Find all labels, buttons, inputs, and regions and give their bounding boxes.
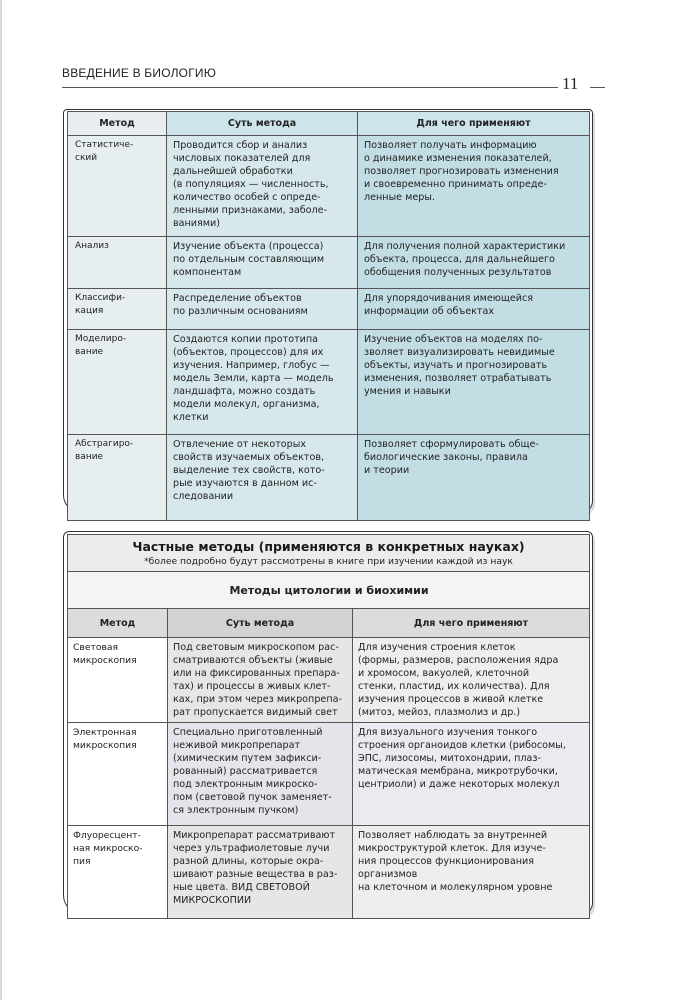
section-heading: Методы цитологии и биохимии: [68, 572, 590, 609]
method-cell: Флуоресцент- ная микроско- пия: [68, 826, 168, 919]
table-row: [68, 289, 590, 330]
application-cell: Для упорядочивания имеющейся информации об объектах: [358, 289, 590, 330]
essence-cell: Распределение объектов по различным основаниям: [167, 289, 358, 330]
column-header-application: Для чего применяют: [358, 112, 590, 136]
column-header-essence: Суть метода: [167, 112, 358, 136]
general-methods-table: [67, 111, 590, 521]
particular-methods-table-body: [68, 535, 590, 919]
application-cell: Изучение объектов на моделях по- зволяет визуализировать невидимые объекты, изучать и прогнозировать изменения, позволяет отрабатывать умения и навыки: [358, 330, 590, 435]
table-header-row: [68, 112, 590, 136]
method-cell: Абстрагиро- вание: [68, 435, 167, 521]
application-cell: Для визуального изучения тонкого строения органоидов клетки (рибосомы, ЭПС, лизосомы, митохондрии, плаз- матическая мембрана, микротрубочки, центриоли) и даже некоторых молекул: [353, 723, 590, 826]
table-row: [68, 826, 590, 919]
method-cell: Моделиро- вание: [68, 330, 167, 435]
application-cell: Для изучения строения клеток (формы, размеров, расположения ядра и хромосом, вакуолей, клеточной стенки, пластид, их количества). Для изучения процессов в живой клетке (митоз, мейоз, плазмолиз и др.): [353, 638, 590, 723]
essence-cell: Изучение объекта (процесса) по отдельным составляющим компонентам: [167, 237, 358, 289]
table-row: [68, 723, 590, 826]
essence-cell: Проводится сбор и анализ числовых показателей для дальнейшей обработки (в популяциях — численность, количество особей с опреде- ленными признаками, заболе- ваниями): [167, 136, 358, 237]
table-title: Частные методы (применяются в конкретных науках): [132, 539, 525, 554]
banner-row: [68, 535, 590, 572]
column-header-application: Для чего применяют: [353, 609, 590, 638]
running-head: ВВЕДЕНИЕ В БИОЛОГИЮ: [62, 66, 217, 80]
application-cell: Позволяет сформулировать обще- биологические законы, правила и теории: [358, 435, 590, 521]
column-header-essence: Суть метода: [168, 609, 353, 638]
method-cell: Световая микроскопия: [68, 638, 168, 723]
essence-cell: Под световым микроскопом рас- сматриваются объекты (живые или на фиксированных препара- тах) и процессы в живых клет- ках, при этом через микропрепа- рат пропускается видимый свет: [168, 638, 353, 723]
essence-cell: Специально приготовленный неживой микропрепарат (химическим путем зафикси- рованный) рассматривается под электронным микроско- пом (световой пучок заменяет- ся электронным пучком): [168, 723, 353, 826]
essence-cell: Создаются копии прототипа (объектов, процессов) для их изучения. Например, глобус — модель Земли, карта — модель ландшафта, можно создать модели молекул, организма, клетки: [167, 330, 358, 435]
table-row: [68, 330, 590, 435]
section-row: [68, 572, 590, 609]
table-row: [68, 136, 590, 237]
header-rule: [62, 87, 558, 88]
page-number: 11: [562, 74, 579, 93]
essence-cell: Отвлечение от некоторых свойств изучаемых объектов, выделение тех свойств, кото- рые изучаются в данном ис- следовании: [167, 435, 358, 521]
table-header-row: [68, 609, 590, 638]
application-cell: Позволяет наблюдать за внутренней микроструктурой клеток. Для изуче- ния процессов функционирования организмов на клеточном и молекулярном уровне: [353, 826, 590, 919]
page-number-rule: [590, 87, 605, 88]
table-row: [68, 435, 590, 521]
column-header-method: Метод: [68, 609, 168, 638]
table-subtitle: *более подробно будут рассмотрены в книге при изучении каждой из наук: [144, 556, 513, 567]
method-cell: Электронная микроскопия: [68, 723, 168, 826]
table-row: [68, 638, 590, 723]
general-methods-table-body: [68, 136, 590, 521]
essence-cell: Микропрепарат рассматривают через ультрафиолетовые лучи разной длины, которые окра- шивают разные вещества в раз- ные цвета. ВИД СВЕТОВОЙ МИКРОСКОПИИ: [168, 826, 353, 919]
particular-methods-table: [67, 534, 590, 919]
column-header-method: Метод: [68, 112, 167, 136]
method-cell: Классифи- кация: [68, 289, 167, 330]
page-spine-edge: [0, 0, 2, 1000]
table-row: [68, 237, 590, 289]
application-cell: Позволяет получать информацию о динамике изменения показателей, позволяет прогнозировать изменения и своевременно принимать опреде- ленные меры.: [358, 136, 590, 237]
method-cell: Статистиче- ский: [68, 136, 167, 237]
method-cell: Анализ: [68, 237, 167, 289]
table-banner: [68, 535, 590, 572]
application-cell: Для получения полной характеристики объекта, процесса, для дальнейшего обобщения полученных результатов: [358, 237, 590, 289]
